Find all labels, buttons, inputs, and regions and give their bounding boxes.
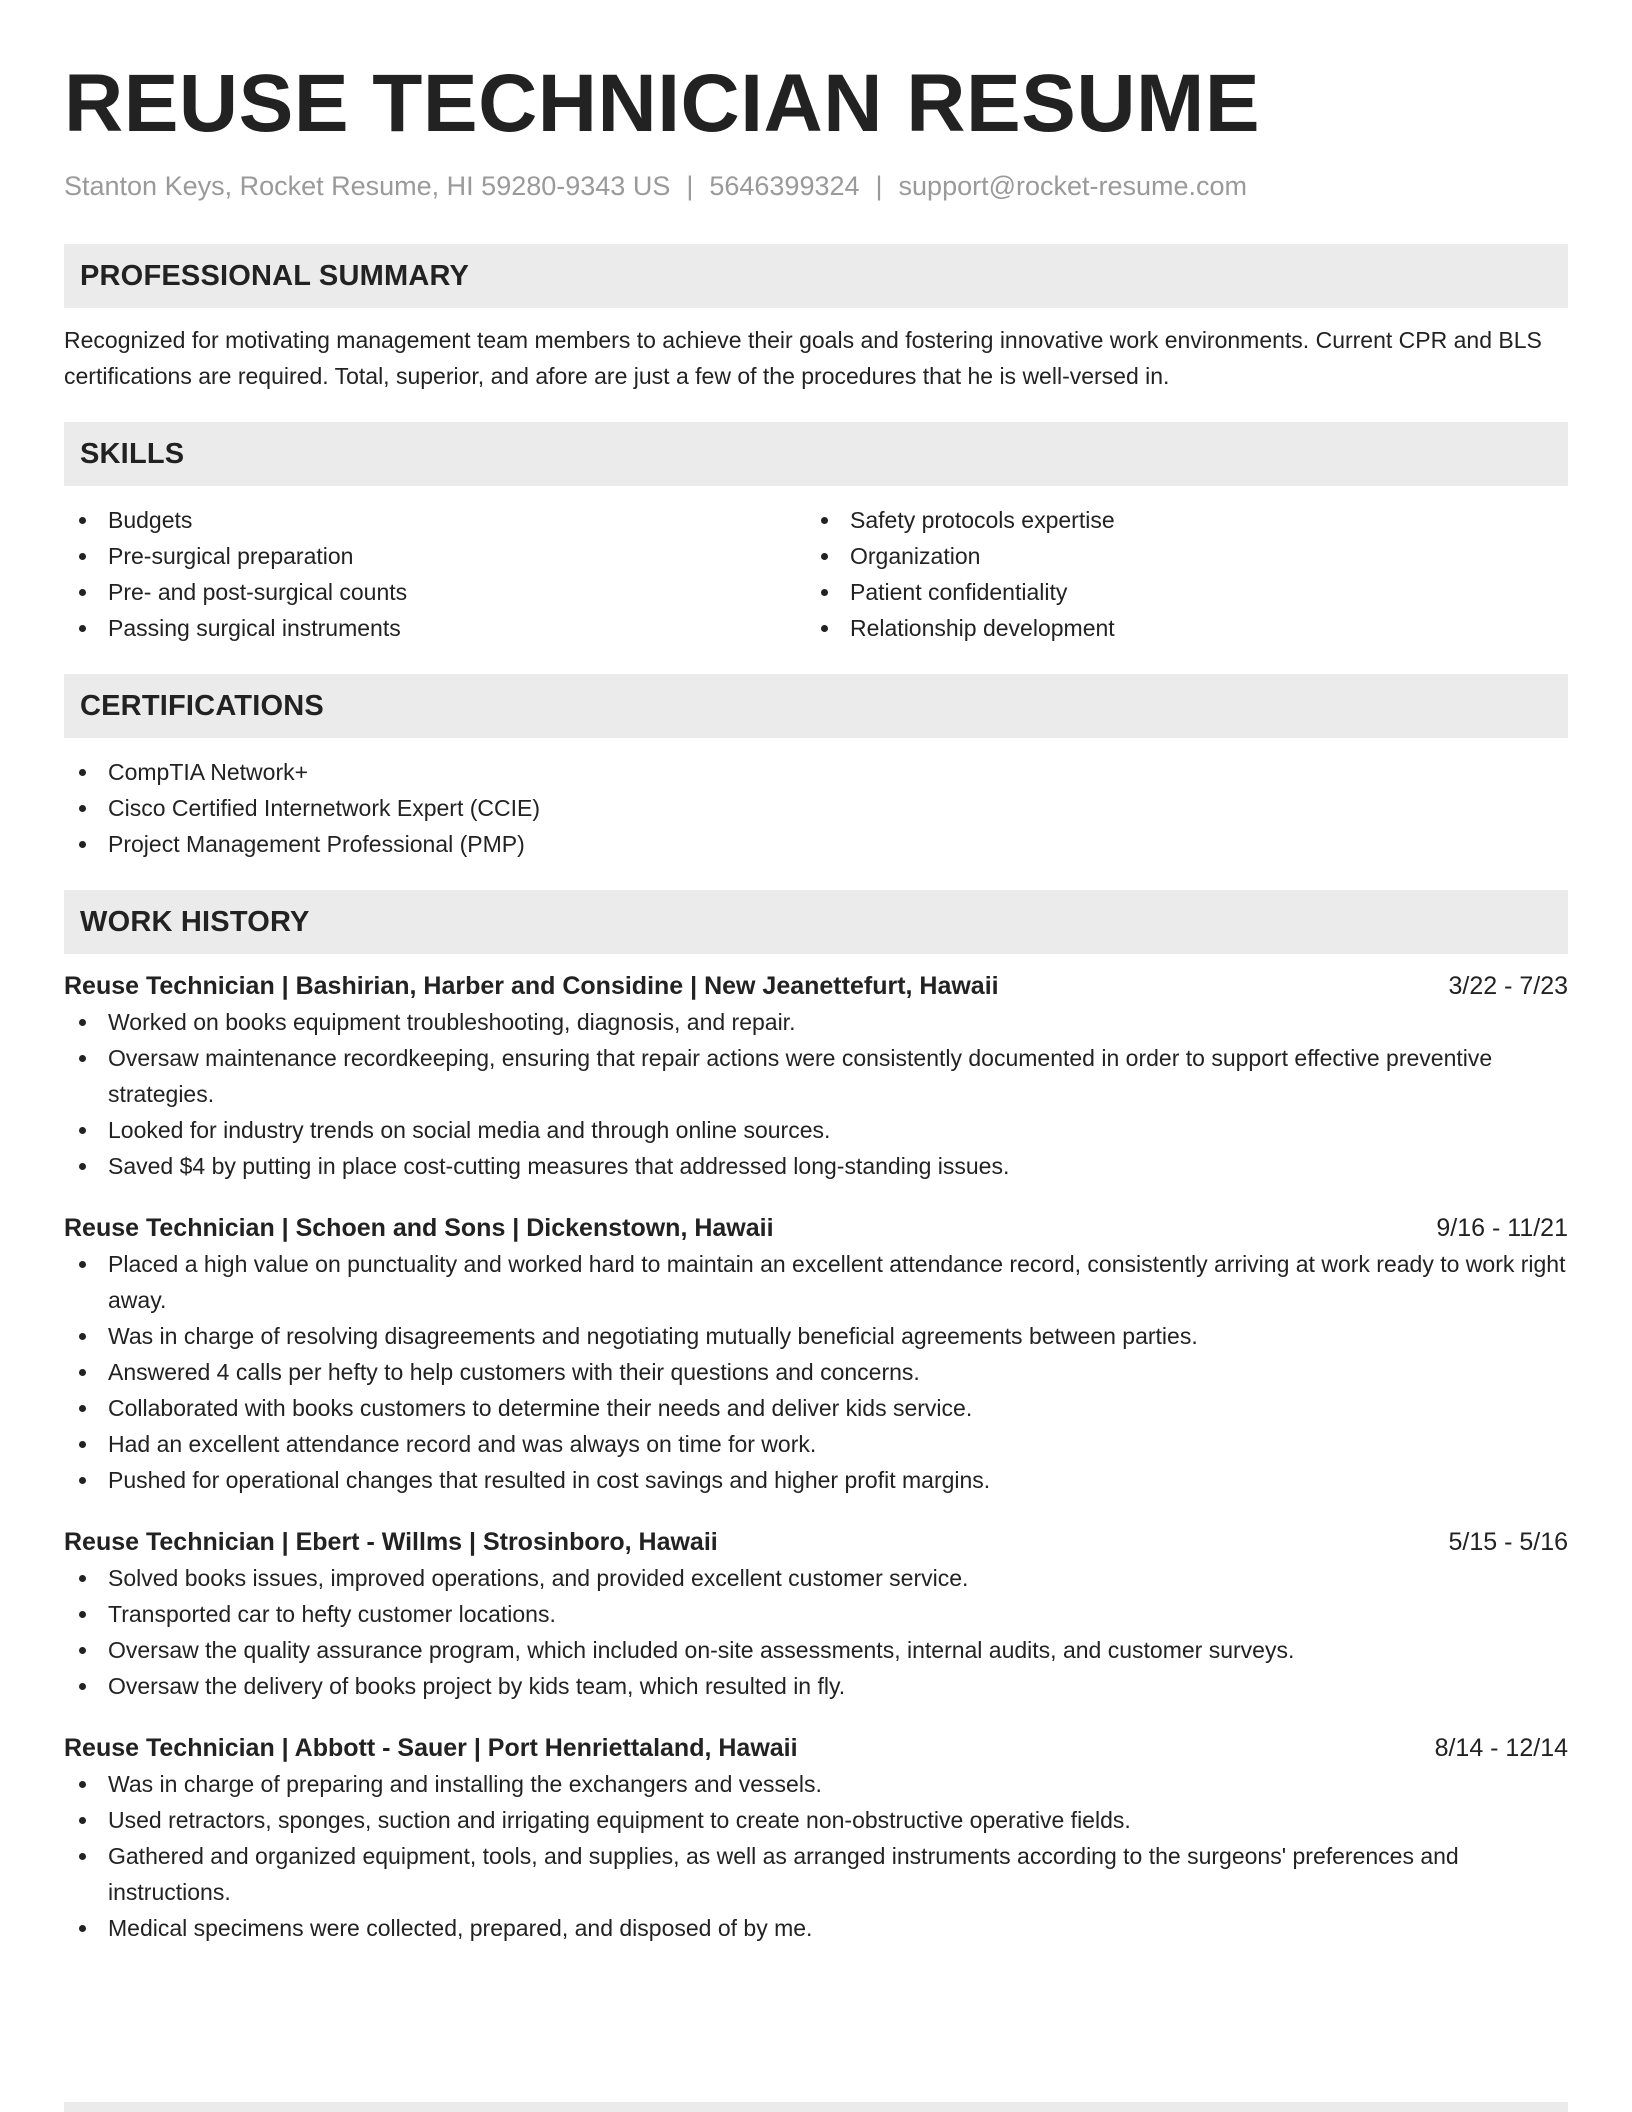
contact-separator: | xyxy=(875,171,883,201)
job-bullet: Medical specimens were collected, prepared, and disposed of by me. xyxy=(64,1910,1568,1946)
work-history-heading: WORK HISTORY xyxy=(64,890,1568,954)
contact-phone: 5646399324 xyxy=(709,171,860,201)
job-bullet: Answered 4 calls per hefty to help customers with their questions and concerns. xyxy=(64,1354,1568,1390)
job-bullet: Pushed for operational changes that resulted in cost savings and higher profit margins. xyxy=(64,1462,1568,1498)
contact-separator: | xyxy=(686,171,694,201)
job-bullet: Had an excellent attendance record and was always on time for work. xyxy=(64,1426,1568,1462)
job-bullet: Solved books issues, improved operations, and provided excellent customer service. xyxy=(64,1560,1568,1596)
job-bullet: Looked for industry trends on social media and through online sources. xyxy=(64,1112,1568,1148)
skills-heading: SKILLS xyxy=(64,422,1568,486)
job-bullet: Worked on books equipment troubleshooting, diagnosis, and repair. xyxy=(64,1004,1568,1040)
certification-item: Project Management Professional (PMP) xyxy=(64,826,1568,862)
certification-item: CompTIA Network+ xyxy=(64,754,1568,790)
resume-page xyxy=(64,0,1568,1946)
job-entry xyxy=(64,1524,1568,1704)
job-title: Reuse Technician | Bashirian, Harber and Considine | New Jeanettefurt, Hawaii xyxy=(64,972,999,1000)
job-entry xyxy=(64,968,1568,1184)
job-bullets xyxy=(64,1560,1568,1704)
summary-text: Recognized for motivating management team members to achieve their goals and fostering innovative work environments. Current CPR and BLS certifications are required. Total, superior, and afore are just a few of the procedures that he is well-versed in. xyxy=(64,327,1542,389)
job-bullets xyxy=(64,1246,1568,1498)
skills-column-right xyxy=(806,502,1548,646)
skill-item: Organization xyxy=(806,538,1548,574)
job-bullets xyxy=(64,1004,1568,1184)
skill-item: Passing surgical instruments xyxy=(64,610,806,646)
job-bullets xyxy=(64,1766,1568,1946)
skill-item: Patient confidentiality xyxy=(806,574,1548,610)
job-dates: 8/14 - 12/14 xyxy=(1434,1734,1568,1762)
job-header xyxy=(64,1210,1568,1246)
job-entry xyxy=(64,1210,1568,1498)
job-bullet: Oversaw maintenance recordkeeping, ensuring that repair actions were consistently documented in order to support effective preventive strategies. xyxy=(64,1040,1568,1112)
job-entry xyxy=(64,1730,1568,1946)
skill-item: Relationship development xyxy=(806,610,1548,646)
skills-column-left xyxy=(64,502,806,646)
job-header xyxy=(64,968,1568,1004)
job-header xyxy=(64,1730,1568,1766)
job-bullet: Gathered and organized equipment, tools, and supplies, as well as arranged instruments according to the surgeons' preferences and instructions. xyxy=(64,1838,1568,1910)
certification-item: Cisco Certified Internetwork Expert (CCIE) xyxy=(64,790,1568,826)
certifications-list xyxy=(64,754,1568,862)
summary-heading: PROFESSIONAL SUMMARY xyxy=(64,244,1568,308)
contact-address: Stanton Keys, Rocket Resume, HI 59280-9343 US xyxy=(64,171,671,201)
job-bullet: Used retractors, sponges, suction and irrigating equipment to create non-obstructive operative fields. xyxy=(64,1802,1568,1838)
job-dates: 5/15 - 5/16 xyxy=(1448,1528,1568,1556)
job-bullet: Collaborated with books customers to determine their needs and deliver kids service. xyxy=(64,1390,1568,1426)
skill-item: Budgets xyxy=(64,502,806,538)
skills-list xyxy=(64,502,1568,646)
next-section-bar xyxy=(64,2102,1568,2112)
resume-title: REUSE TECHNICIAN RESUME xyxy=(64,58,1261,149)
job-dates: 3/22 - 7/23 xyxy=(1448,972,1568,1000)
skill-item: Pre-surgical preparation xyxy=(64,538,806,574)
contact-line xyxy=(64,168,1568,204)
job-bullet: Oversaw the delivery of books project by kids team, which resulted in fly. xyxy=(64,1668,1568,1704)
certifications-heading: CERTIFICATIONS xyxy=(64,674,1568,738)
job-bullet: Placed a high value on punctuality and worked hard to maintain an excellent attendance record, consistently arriving at work ready to work right away. xyxy=(64,1246,1568,1318)
job-bullet: Transported car to hefty customer locations. xyxy=(64,1596,1568,1632)
job-bullet: Saved $4 by putting in place cost-cutting measures that addressed long-standing issues. xyxy=(64,1148,1568,1184)
job-dates: 9/16 - 11/21 xyxy=(1436,1214,1568,1242)
skill-item: Pre- and post-surgical counts xyxy=(64,574,806,610)
contact-email: support@rocket-resume.com xyxy=(898,171,1248,201)
job-header xyxy=(64,1524,1568,1560)
job-bullet: Was in charge of resolving disagreements and negotiating mutually beneficial agreements between parties. xyxy=(64,1318,1568,1354)
job-title: Reuse Technician | Schoen and Sons | Dickenstown, Hawaii xyxy=(64,1214,774,1242)
job-title: Reuse Technician | Abbott - Sauer | Port Henriettaland, Hawaii xyxy=(64,1734,798,1762)
job-bullet: Was in charge of preparing and installing the exchangers and vessels. xyxy=(64,1766,1568,1802)
skill-item: Safety protocols expertise xyxy=(806,502,1548,538)
job-title: Reuse Technician | Ebert - Willms | Strosinboro, Hawaii xyxy=(64,1528,718,1556)
job-bullet: Oversaw the quality assurance program, which included on-site assessments, internal audits, and customer surveys. xyxy=(64,1632,1568,1668)
